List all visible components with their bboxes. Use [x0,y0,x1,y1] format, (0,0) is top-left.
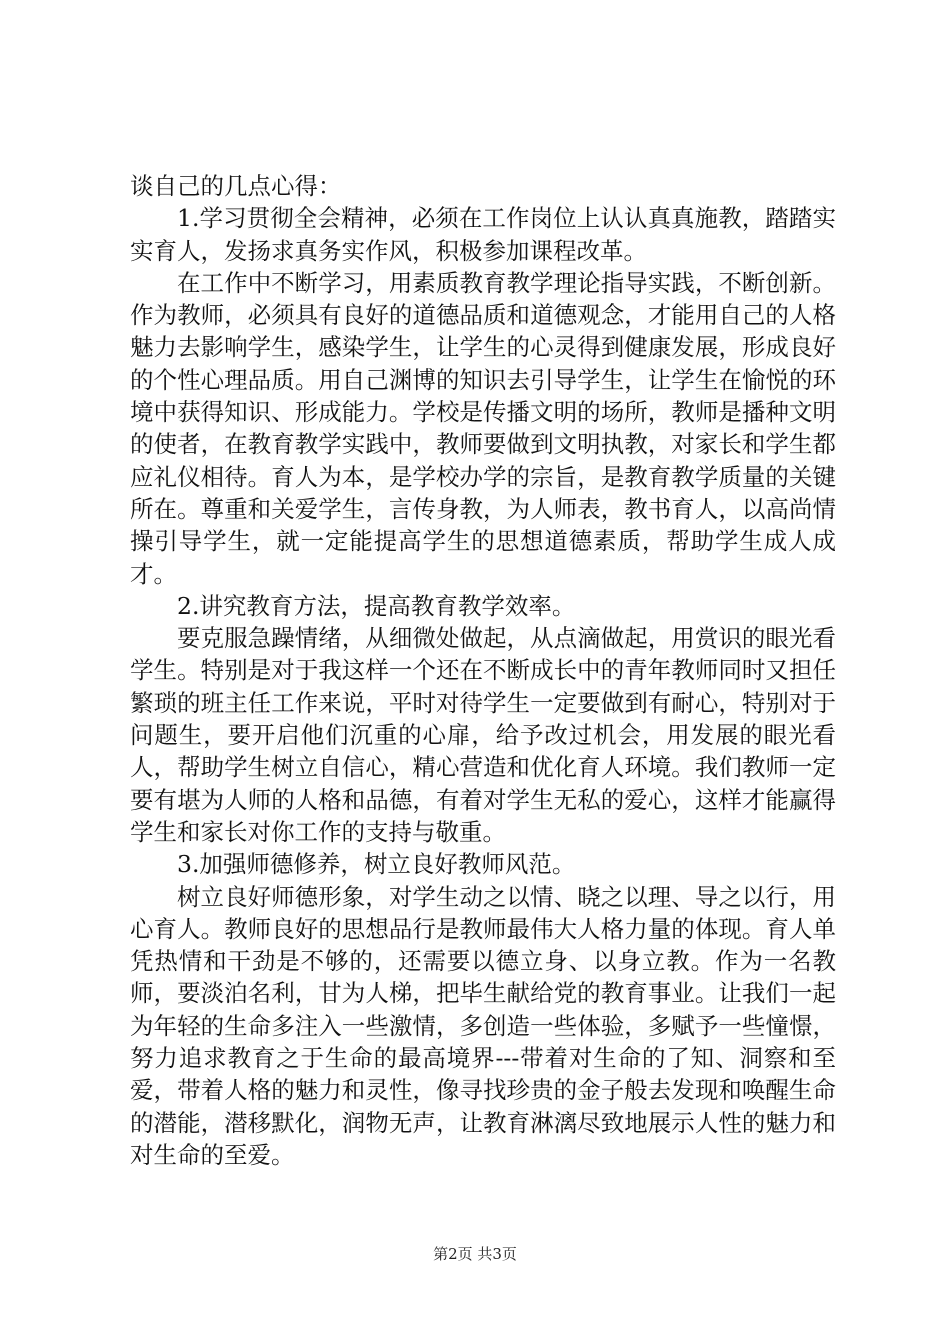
point-1-heading: 1.学习贯彻全会精神，必须在工作岗位上认认真真施教，踏踏实实育人，发扬求真务实作风，积极参加课程改革。 [130,204,836,265]
point-2-heading: 2.讲究教育方法，提高教育教学效率。 [177,591,576,620]
point-2-body: 要克服急躁情绪，从细微处做起，从点滴做起，用赏识的眼光看学生。特别是对于我这样一个还在不断成长中的青年教师同时又担任繁琐的班主任工作来说，平时对待学生一定要做到有耐心，特别对于问题生，要开启他们沉重的心扉，给予改过机会，用发展的眼光看人，帮助学生树立自信心，精心营造和优化育人环境。我们教师一定要有堪为人师的人格和品德，有着对学生无私的爱心，这样才能赢得学生和家长对你工作的支持与敬重。 [130,624,836,846]
intro-line: 谈自己的几点心得： [130,172,342,200]
point-3-body: 树立良好师德形象，对学生动之以情、晓之以理、导之以行，用心育人。教师良好的思想品行是教师最伟大人格力量的体现。育人单凭热情和干劲是不够的，还需要以德立身、以身立教。作为一名教师，要淡泊名利，甘为人梯，把毕生献给党的教育事业。让我们一起为年轻的生命多注入一些激情，多创造一些体验，多赋予一些憧憬，努力追求教育之于生命的最高境界---带着对生命的了知、洞察和至爱，带着人格的魅力和灵性，像寻找珍贵的金子般去发现和唤醒生命的潜能，潜移默化，润物无声，让教育淋漓尽致地展示人性的魅力和对生命的至爱。 [130,882,836,1169]
point-1-body: 在工作中不断学习，用素质教育教学理论指导实践，不断创新。作为教师，必须具有良好的道德品质和道德观念，才能用自己的人格魅力去影响学生，感染学生，让学生的心灵得到健康发展，形成良好的个性心理品质。用自己渊博的知识去引导学生，让学生在愉悦的环境中获得知识、形成能力。学校是传播文明的场所，教师是播种文明的使者，在教育教学实践中，教师要做到文明执教，对家长和学生都应礼仪相待。育人为本，是学校办学的宗旨，是教育教学质量的关键所在。尊重和关爱学生，言传身教，为人师表，教书育人，以高尚情操引导学生，就一定能提高学生的思想道德素质，帮助学生成人成才。 [130,268,836,588]
page-number-footer: 第2页 共3页 [433,1245,517,1263]
document-body [130,170,836,1171]
point-3-heading: 3.加强师德修养，树立良好教师风范。 [177,850,576,879]
